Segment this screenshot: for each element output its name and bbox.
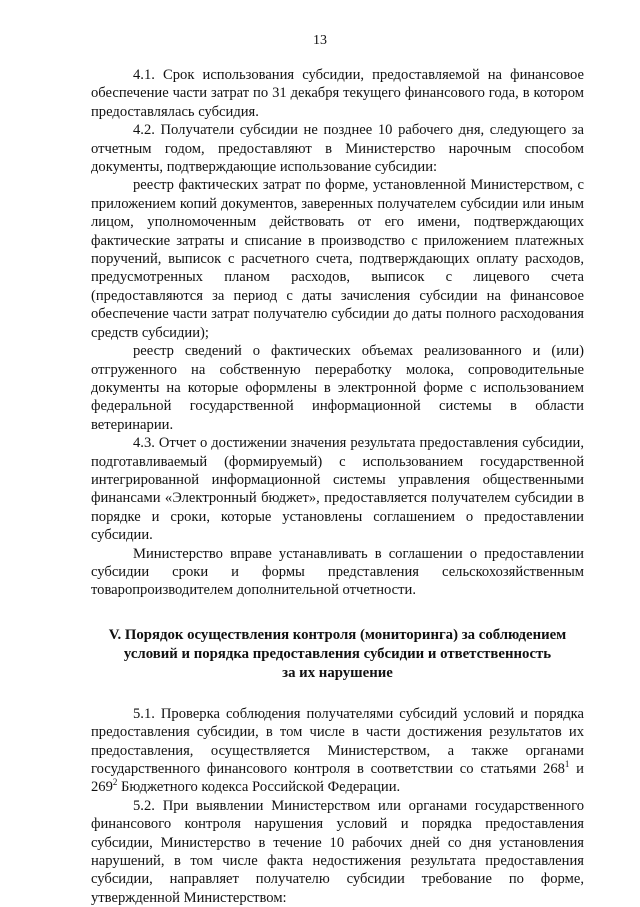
page-number: 13 xyxy=(313,33,327,48)
paragraph-4-3: 4.3. Отчет о достижении значения результата предоставления субсидии, подготавливаемый (формируемый) с использованием государственной интегрированной информационной системы управления общественными финансами «Электронный бюджет», предоставляется получателем субсидии в порядке и сроки, которые установлены соглашением о предоставлении субсидии. xyxy=(91,435,584,544)
paragraph-5-1-text-after: Бюджетного кодекса Российской Федерации. xyxy=(117,779,401,796)
section-heading-line-3: за их нарушение xyxy=(282,664,393,681)
paragraph-5-1-text-middle: и 269 xyxy=(91,761,584,796)
section-heading-line-2: условий и порядка предоставления субсидии и ответственность xyxy=(123,645,552,662)
paragraph-5-1 xyxy=(91,705,584,797)
section-heading xyxy=(91,626,584,683)
article-superscript-2: 2 xyxy=(112,777,118,788)
paragraph-expense-register: реестр фактических затрат по форме, установленной Министерством, с приложением копий документов, заверенных получателем субсидии или иным лицом, уполномоченным действовать от его имени, подтверждающих фактические затраты и списание в производство с приложением платежных поручений, выписок с расчетного счета, подтверждающих оплату расходов, предусмотренных планом расходов, выписок с лицевого счета (предоставляются за период с даты зачисления субсидии на финансовое обеспечение части затрат получателю субсидии до даты полного расходования средств субсидии); xyxy=(91,177,584,341)
section-heading-line-1: V. Порядок осуществления контроля (мониторинга) за соблюдением xyxy=(108,626,567,643)
document-body xyxy=(91,66,584,907)
paragraph-4-2: 4.2. Получатели субсидии не позднее 10 рабочего дня, следующего за отчетным годом, предоставляют в Министерство нарочным способом документы, подтверждающие использование субсидии: xyxy=(91,122,584,176)
paragraph-4-1: 4.1. Срок использования субсидии, предоставляемой на финансовое обеспечение части затрат по 31 декабря текущего финансового года, в котором предоставлялась субсидия. xyxy=(91,67,584,120)
paragraph-milk-register: реестр сведений о фактических объемах реализованного и (или) отгруженного на собственную переработку молока, сопроводительные документы на которые оформлены в электронной форме с использованием федеральной государственной информационной системы в области ветеринарии. xyxy=(91,343,584,433)
paragraph-5-1-text-before: 5.1. Проверка соблюдения получателями субсидий условий и порядка предоставления субсидии, в том числе в части достижения результатов их предоставления, осуществляется Министерством, а также органами государственного финансового контроля в соответствии со статьями 268 xyxy=(91,705,584,777)
article-superscript-1: 1 xyxy=(564,759,570,770)
paragraph-5-2: 5.2. При выявлении Министерством или органами государственного финансового контроля нарушения условий и порядка предоставления субсидии, Министерство в течение 10 рабочих дней со дня установления нарушений, в том числе факта недостижения результата предоставления субсидии, направляет получателю субсидии требование по форме, утвержденной Министерством: xyxy=(91,797,584,906)
paragraph-additional-reporting: Министерство вправе устанавливать в соглашении о предоставлении субсидии сроки и формы представления сельскохозяйственным товаропроизводителем дополнительной отчетности. xyxy=(91,545,584,599)
